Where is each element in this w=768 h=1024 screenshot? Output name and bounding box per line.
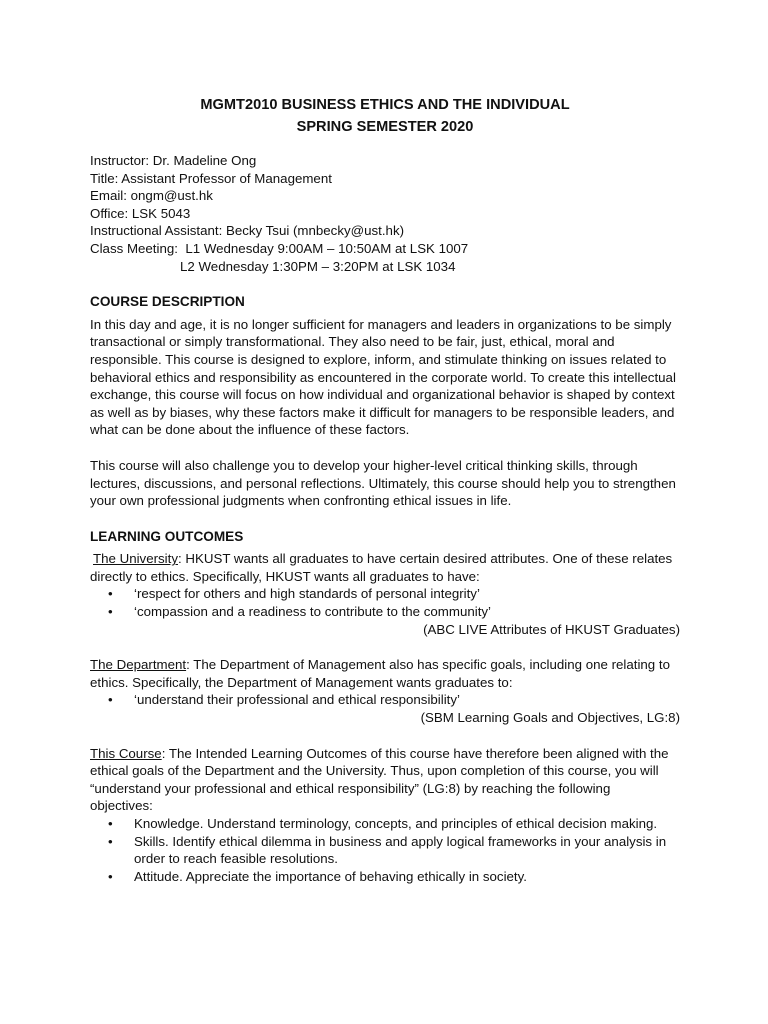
course-label: This Course [90,745,162,761]
department-line1 [90,656,680,674]
department-source: (SBM Learning Goals and Objectives, LG:8) [420,710,680,726]
university-bullets [90,585,680,620]
para1-line: responsible. This course is designed to explore, inform, and stimulate thinking on issues related to [90,351,667,367]
ta-line: Instructional Assistant: Becky Tsui (mnbecky@ust.hk) [90,223,405,239]
course-line3: “understand your professional and ethical responsibility” (LG:8) by reaching the following [90,780,611,796]
department-outcomes [90,656,680,726]
office-line: Office: LSK 5043 [90,205,191,221]
email-line: Email: ongm@ust.hk [90,188,213,204]
para1-line: behavioral ethics and responsibility as encountered in the corporate world. To create this intellectual [90,369,676,385]
semester-title: SPRING SEMESTER 2020 [296,119,474,135]
course-line4: objectives: [90,798,153,814]
list-item: • ‘respect for others and high standards of personal integrity’ [134,585,680,603]
university-line1-text: : HKUST wants all graduates to have certain desired attributes. One of these relates [177,551,673,567]
para1-line: transactional or simply transformational. They also need to be fair, just, ethical, moral and [90,334,615,350]
para1-line: In this day and age, it is no longer sufficient for managers and leaders in organizations to be simply [90,316,672,332]
department-line1-text: : The Department of Management also has specific goals, including one relating to [186,657,670,673]
course-line1-text: : The Intended Learning Outcomes of this course have therefore been aligned with the [161,745,669,761]
university-outcomes [90,550,680,638]
title-line: Title: Assistant Professor of Management [90,170,332,186]
university-source: (ABC LIVE Attributes of HKUST Graduates) [423,621,680,637]
department-line2: ethics. Specifically, the Department of Management wants graduates to: [90,674,513,690]
para2-line: your own professional judgments when confronting ethical issues in life. [90,493,512,509]
course-line1 [90,745,680,763]
course-description-para2 [90,457,680,510]
list-item: • Knowledge. Understand terminology, concepts, and principles of ethical decision making. [134,815,680,833]
para1-line: as well as by biases, why these factors make it difficult for managers to be responsible leaders, and [90,404,675,420]
department-bullets [90,691,680,709]
document-title [90,94,680,138]
department-label: The Department [90,657,187,673]
course-objectives [90,815,680,885]
class-meeting-l1: Class Meeting: L1 Wednesday 9:00AM – 10:50AM at LSK 1007 [90,240,469,256]
instructor-line: Instructor: Dr. Madeline Ong [90,153,257,168]
university-label: The University [93,551,178,567]
para2-line: This course will also challenge you to develop your higher-level critical thinking skills, through [90,457,638,473]
learning-outcomes-heading: LEARNING OUTCOMES [90,528,244,544]
course-info [90,152,680,275]
university-line2: directly to ethics. Specifically, HKUST wants all graduates to have: [90,568,480,584]
para1-line: exchange, this course will focus on how individual and organizational behavior is shaped by context [90,387,675,403]
course-outcomes [90,745,680,886]
list-item: • Attitude. Appreciate the importance of behaving ethically in society. [134,868,680,886]
list-item: • ‘compassion and a readiness to contribute to the community’ [134,603,680,621]
list-item: • ‘understand their professional and ethical responsibility’ [134,691,680,709]
list-item: • Skills. Identify ethical dilemma in business and apply logical frameworks in your analysis in order to reach feasible resolutions. [134,833,680,868]
class-meeting-l2: L2 Wednesday 1:30PM – 3:20PM at LSK 1034 [180,258,456,274]
para1-line: what can be done about the influence of these factors. [90,422,410,438]
para2-line: lectures, discussions, and personal reflections. Ultimately, this course should help you to strengthen [90,475,676,491]
course-description-heading: COURSE DESCRIPTION [90,294,245,310]
course-title: MGMT2010 BUSINESS ETHICS AND THE INDIVIDUAL [200,97,570,113]
university-line1 [90,550,680,568]
course-description-para1 [90,316,680,439]
course-line2: ethical goals of the Department and the University. Thus, upon completion of this course, you will [90,763,659,779]
